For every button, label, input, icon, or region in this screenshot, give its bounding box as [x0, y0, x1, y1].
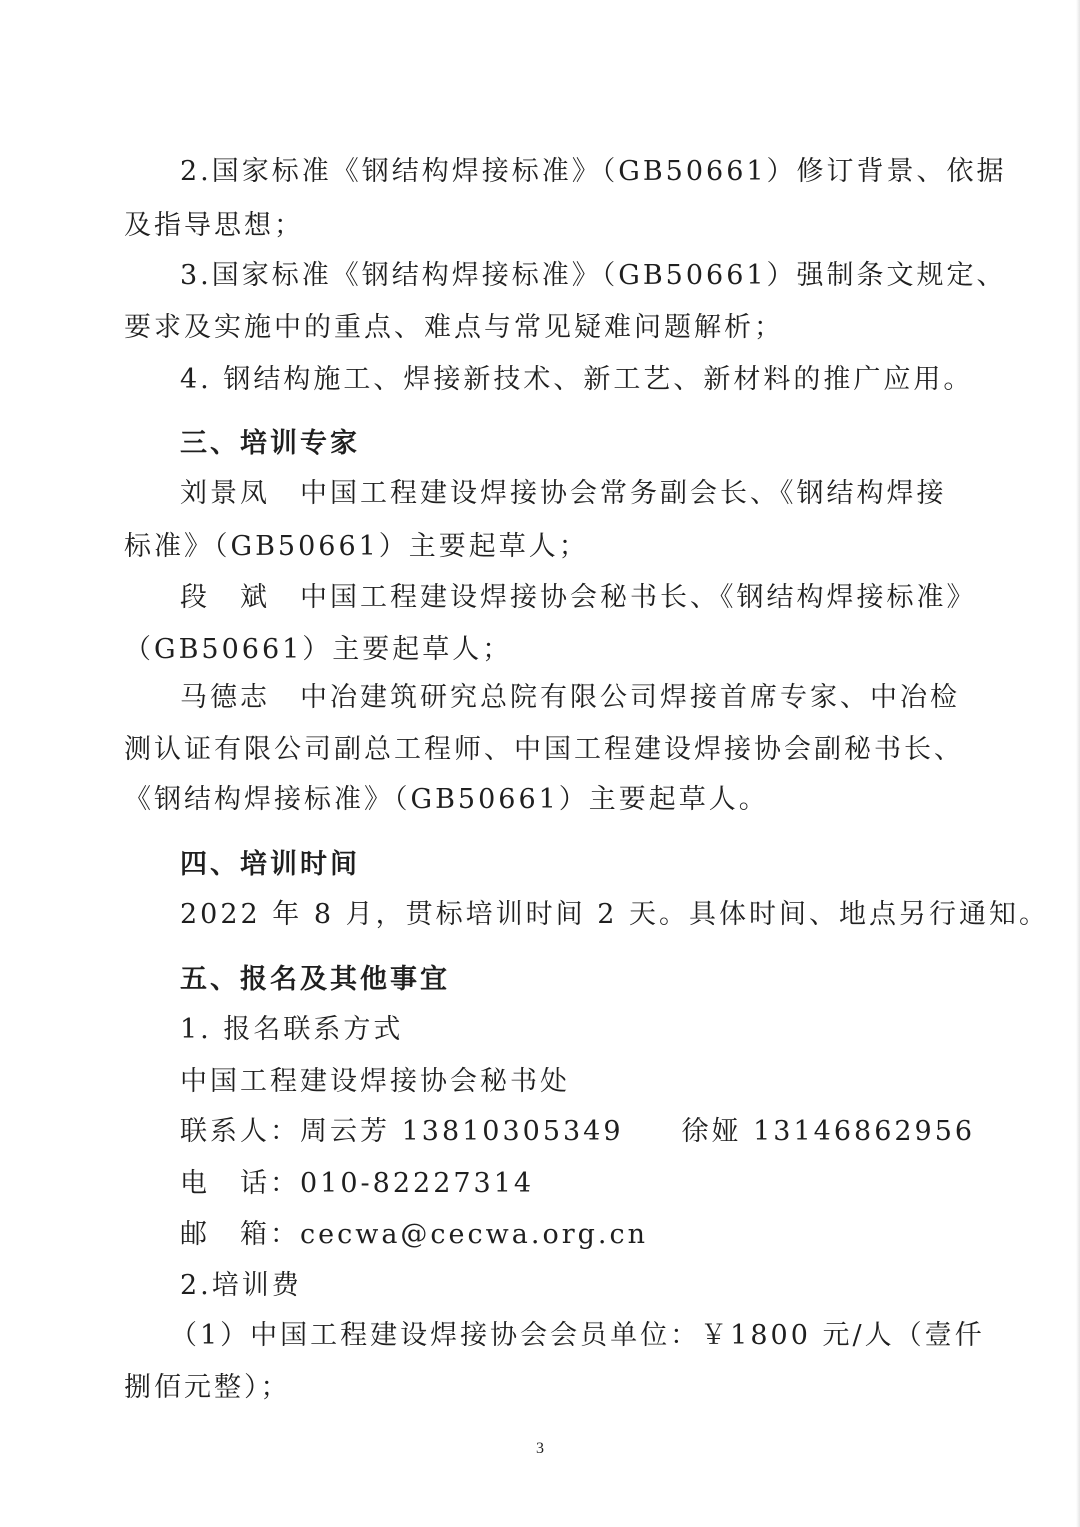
- email-label: 邮 箱：: [180, 1219, 300, 1250]
- expert2-desc-line2: （GB50661）主要起草人；: [124, 634, 513, 665]
- expert2-line1: [180, 578, 977, 618]
- contact-person-1: 周云芳 13810305349: [300, 1116, 624, 1147]
- email-line: [180, 1215, 970, 1255]
- contact-line: [180, 1112, 976, 1152]
- training-time-text: 2022 年 8 月，贯标培训时间 2 天。具体时间、地点另行通知。: [180, 899, 1049, 930]
- expert2-name: 段 斌: [180, 582, 270, 613]
- section3-heading: 三、培训专家: [180, 428, 360, 459]
- section4-heading: 四、培训时间: [180, 849, 360, 880]
- expert1-name: 刘景凤: [180, 478, 270, 509]
- training-fee-title: 2.培训费: [180, 1270, 302, 1301]
- page-number: 3: [536, 1440, 544, 1457]
- item3-line1: 3.国家标准《钢结构焊接标准》（GB50661）强制条文规定、: [180, 260, 1007, 291]
- expert3-line1: [180, 678, 970, 718]
- expert2-desc-line1: 中国工程建设焊接协会秘书长、《钢结构焊接标准》: [300, 582, 977, 613]
- expert3-name: 马德志: [180, 682, 270, 713]
- fee-member-line2: 捌佰元整）；: [124, 1372, 291, 1403]
- scan-edge-shadow: [1076, 0, 1080, 1527]
- expert1-desc-line1: 中国工程建设焊接协会常务副会长、《钢结构焊接: [300, 478, 947, 509]
- expert3-desc-line2: 测认证有限公司副总工程师、中国工程建设焊接协会副秘书长、: [124, 734, 964, 765]
- contact-person-2: 徐娅 13146862956: [681, 1116, 976, 1147]
- expert3-desc-line3: 《钢结构焊接标准》（GB50661）主要起草人。: [124, 784, 769, 815]
- item3-line2: 要求及实施中的重点、难点与常见疑难问题解析；: [124, 312, 784, 343]
- item4: 4. 钢结构施工、焊接新技术、新工艺、新材料的推广应用。: [180, 364, 974, 395]
- section5-heading: 五、报名及其他事宜: [180, 964, 450, 995]
- secretariat-name: 中国工程建设焊接协会秘书处: [180, 1066, 570, 1097]
- fee-member-line1: （1）中国工程建设焊接协会会员单位：￥1800 元/人（壹仟: [170, 1320, 985, 1351]
- item2-line1: 2.国家标准《钢结构焊接标准》（GB50661）修订背景、依据: [180, 156, 1007, 187]
- phone-label: 电 话：: [180, 1168, 300, 1199]
- phone-line: [180, 1164, 970, 1204]
- phone-number: 010-82227314: [300, 1168, 535, 1199]
- contact-label: 联系人：: [180, 1116, 300, 1147]
- item2-line2: 及指导思想；: [124, 210, 304, 241]
- registration-contact-title: 1. 报名联系方式: [180, 1014, 404, 1045]
- expert1-desc-line2: 标准》（GB50661）主要起草人；: [124, 531, 589, 562]
- email-address: cecwa@cecwa.org.cn: [300, 1219, 648, 1250]
- expert1-line1: [180, 474, 970, 514]
- expert3-desc-line1: 中冶建筑研究总院有限公司焊接首席专家、中冶检: [300, 682, 960, 713]
